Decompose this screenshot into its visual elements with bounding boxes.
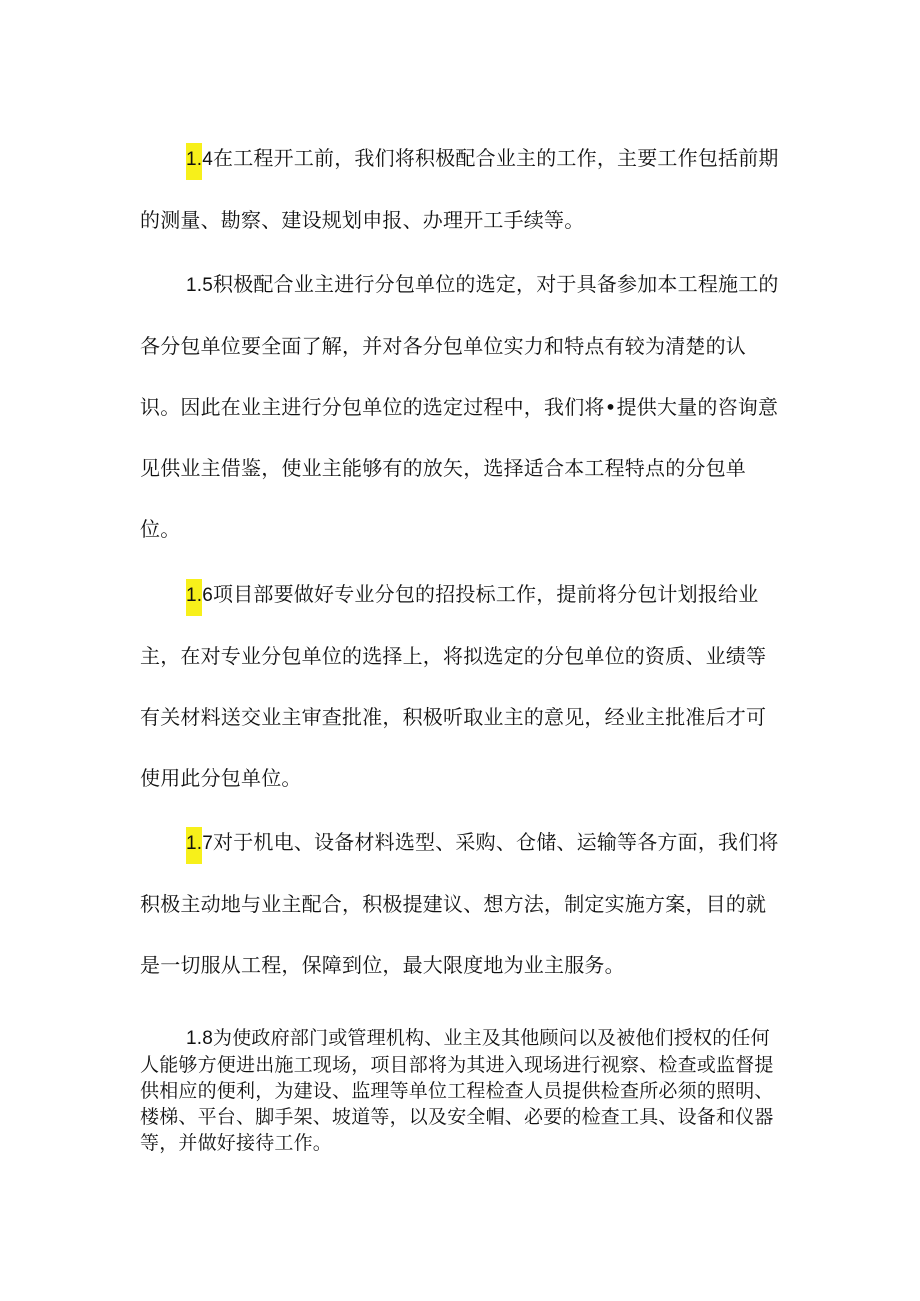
section-number-highlighted: 1. (186, 827, 202, 864)
paragraph-1-4 (140, 128, 785, 251)
paragraph-1-7 (140, 812, 785, 996)
section-number-rest: 7 (202, 833, 214, 854)
paragraph-text: 积极配合业主进行分包单位的选定，对于具备参加本工程施工的各分包单位要全面了解，并对各分包单位实力和特点有较为清楚的认识。因此在业主进行分包单位的选定过程中，我们将•提供大量的咨询意见供业主借鉴，使业主能够有的放矢，选择适合本工程特点的分包单位。 (140, 272, 779, 541)
paragraph-1-5 (140, 254, 785, 560)
section-number: 1.8 (186, 1028, 214, 1049)
section-number-highlighted: 1. (186, 579, 202, 616)
paragraph-1-6 (140, 564, 785, 809)
paragraph-text: 在工程开工前，我们将积极配合业主的工作，主要工作包括前期的测量、勘察、建设规划申报、办理开工手续等。 (140, 146, 779, 232)
paragraph-1-8 (140, 1025, 785, 1156)
section-number-rest: 6 (202, 585, 214, 606)
paragraph-text: 项目部要做好专业分包的招投标工作，提前将分包计划报给业主，在对专业分包单位的选择上，将拟选定的分包单位的资质、业绩等有关材料送交业主审查批准，积极听取业主的意见，经业主批准后才可使用此分包单位。 (140, 582, 767, 790)
section-number-highlighted: 1. (186, 143, 202, 180)
paragraph-text: 对于机电、设备材料选型、采购、仓储、运输等各方面，我们将积极主动地与业主配合，积极提建议、想方法，制定实施方案，目的就是一切服从工程，保障到位，最大限度地为业主服务。 (140, 830, 779, 977)
paragraph-text: 为使政府部门或管理机构、业主及其他顾问以及被他们授权的任何人能够方便进出施工现场，项目部将为其进入现场进行视察、检查或监督提供相应的便利，为建设、监理等单位工程检查人员提供检查所必须的照明、楼梯、平台、脚手架、坡道等，以及安全帽、必要的检查工具、设备和仪器等，并做好接待工作。 (140, 1027, 774, 1154)
section-number-rest: 4 (202, 149, 214, 170)
section-number: 1.5 (186, 275, 214, 296)
